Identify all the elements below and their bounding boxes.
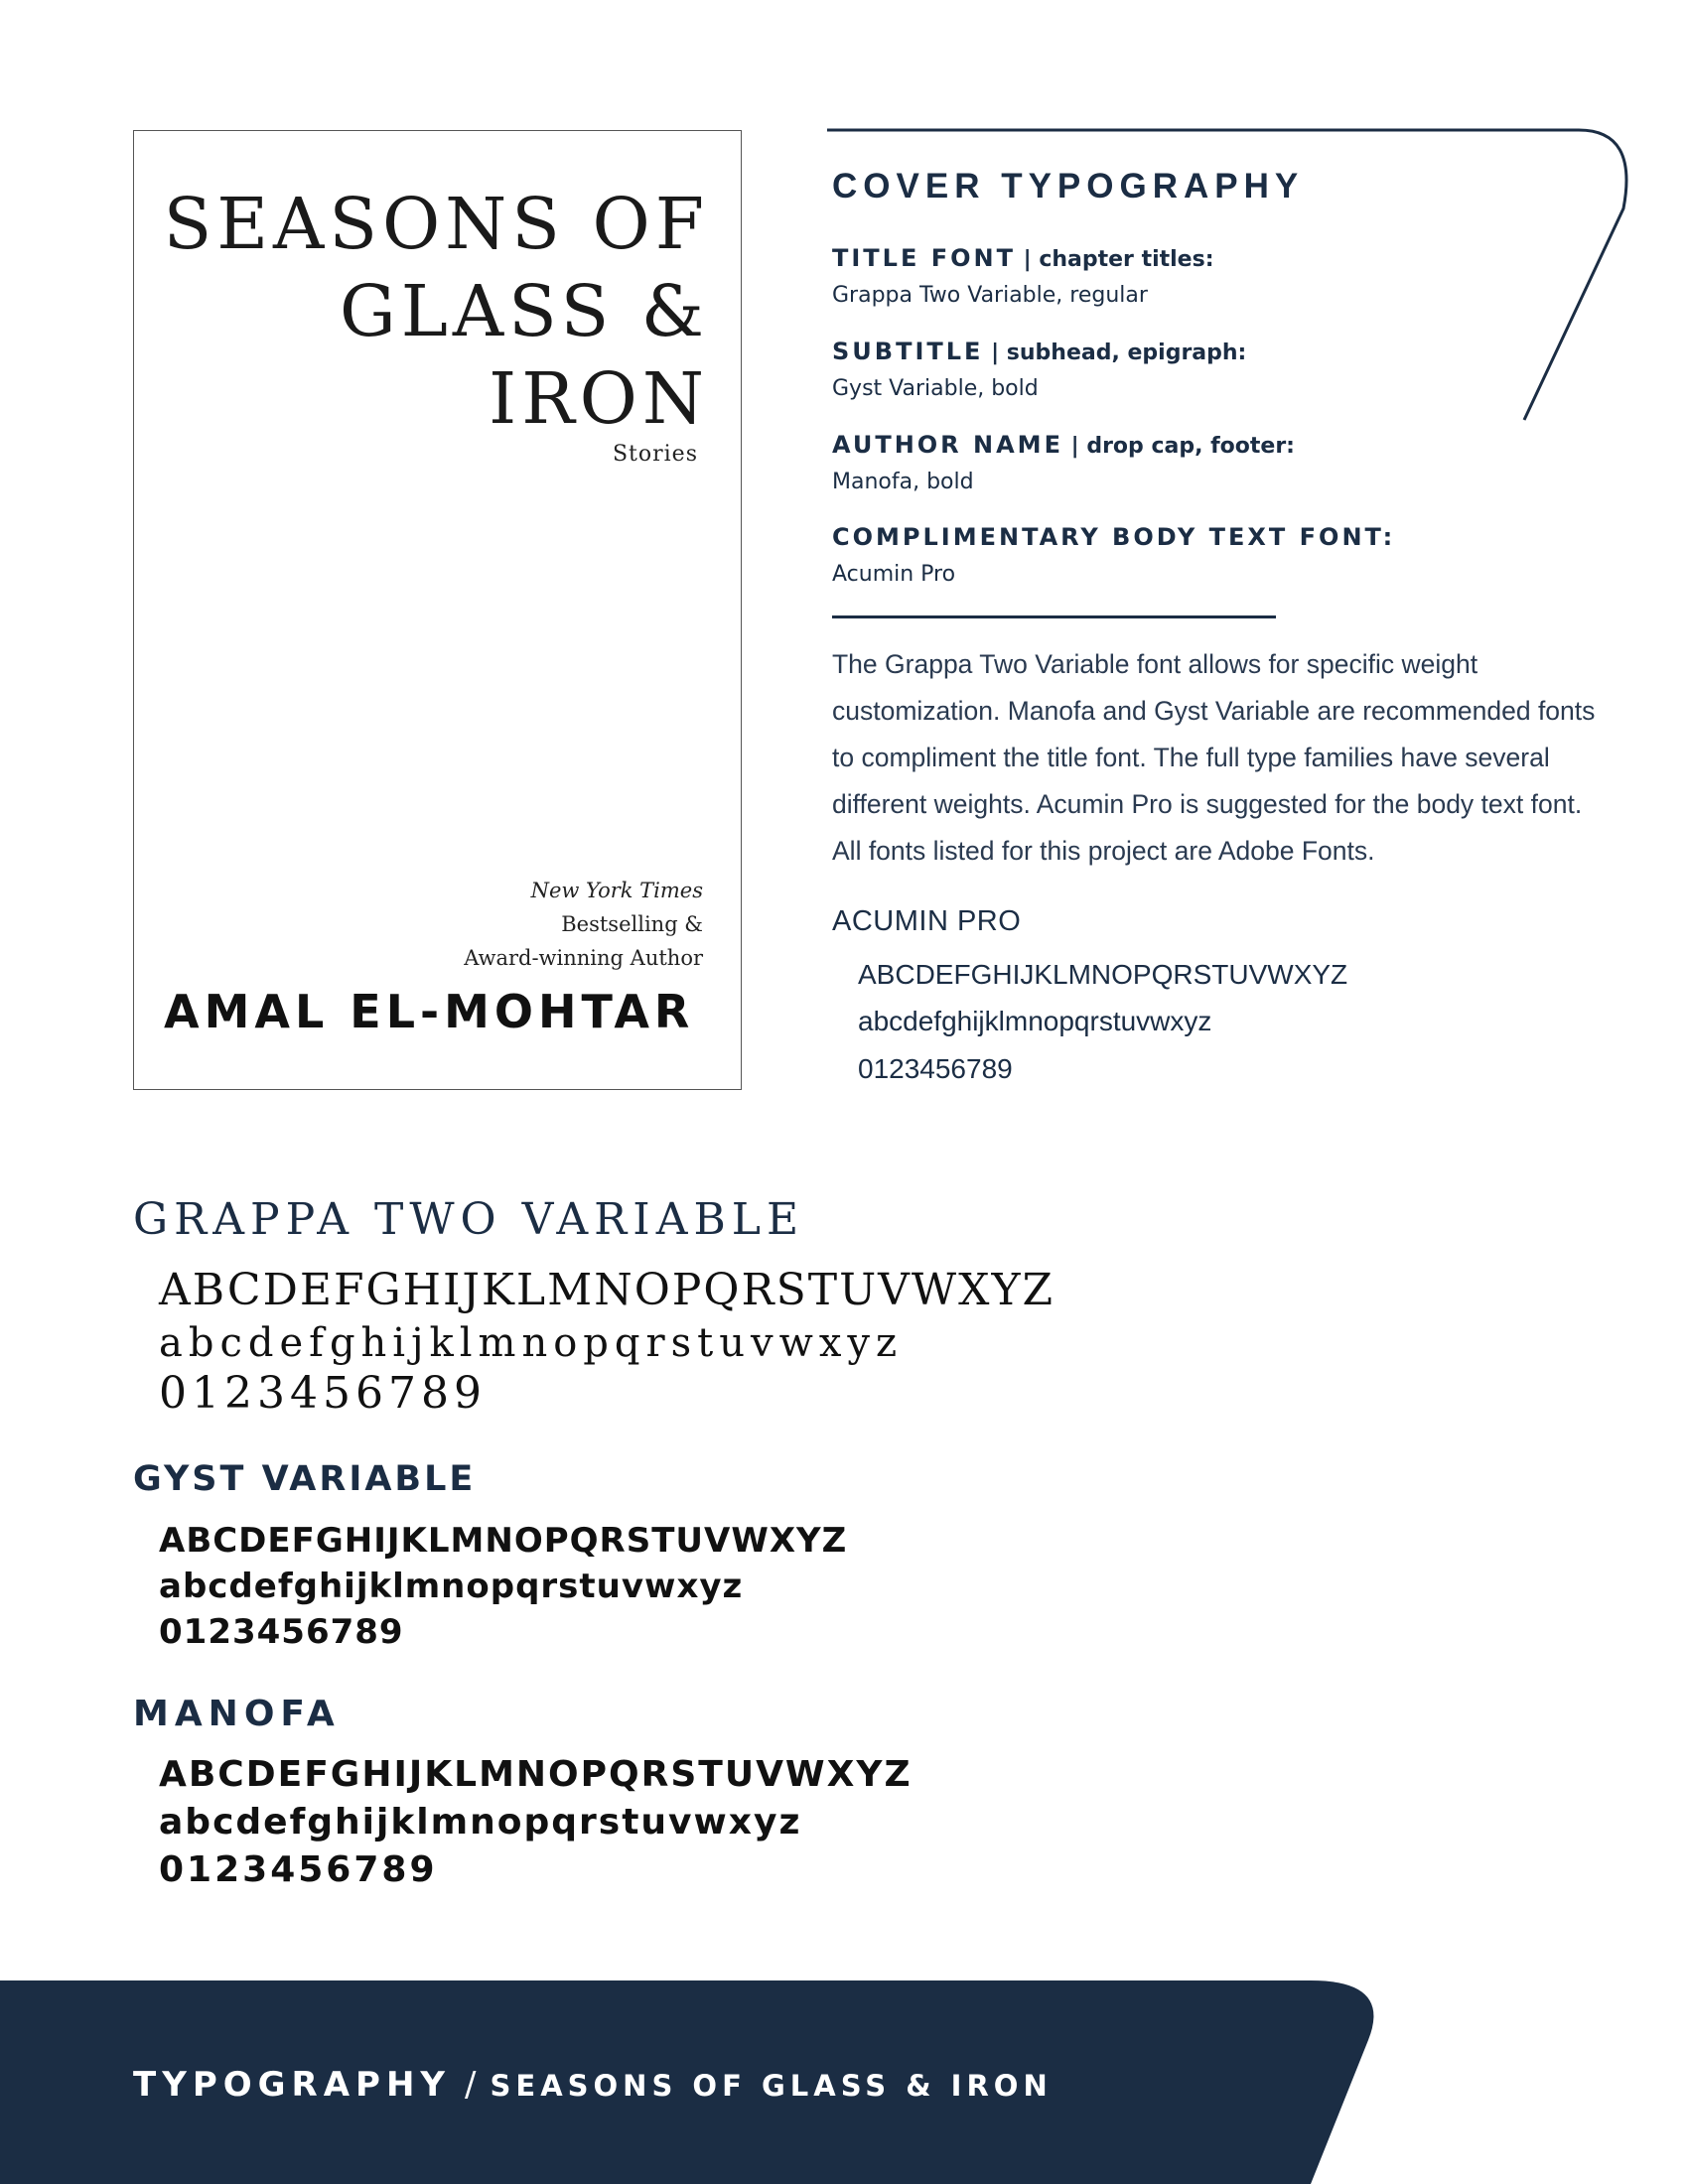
acumin-pro-heading: ACUMIN PRO [832,905,1022,937]
cover-title-line-2: GLASS & [340,270,709,352]
grappa-uppercase: ABCDEFGHIJKLMNOPQRSTUVWXYZ [159,1265,1055,1315]
gyst-digits: 0123456789 [159,1612,404,1652]
body-font-value: Acumin Pro [832,562,956,587]
divider [832,615,1276,618]
grappa-digits: 0123456789 [159,1368,487,1419]
body-font-label [832,523,1395,551]
title-font-label-sub: | chapter titles: [1015,247,1214,272]
manofa-lowercase: abcdefghijklmnopqrstuvwxyz [159,1802,802,1843]
title-font-label [832,244,1214,272]
praise-line-1: New York Times [530,879,703,902]
manofa-heading: MANOFA [133,1694,341,1734]
gyst-heading: GYST VARIABLE [133,1459,477,1499]
gyst-lowercase: abcdefghijklmnopqrstuvwxyz [159,1567,744,1606]
manofa-uppercase: ABCDEFGHIJKLMNOPQRSTUVWXYZ [159,1754,913,1795]
cover-title-line-1: SEASONS OF [163,183,709,265]
acumin-uppercase: ABCDEFGHIJKLMNOPQRSTUVWXYZ [858,959,1348,990]
praise-line-3: Award-winning Author [464,946,703,970]
acumin-digits: 0123456789 [858,1053,1013,1084]
acumin-lowercase: abcdefghijklmnopqrstuvwxyz [858,1006,1212,1036]
title-font-label-main: TITLE FONT [832,244,1016,272]
footer-section: TYPOGRAPHY [133,2065,452,2105]
author-name-label-sub: | drop cap, footer: [1062,434,1295,459]
footer-title: SEASONS OF GLASS & IRON [490,2069,1053,2103]
grappa-heading: GRAPPA TWO VARIABLE [133,1194,805,1245]
subtitle-label-main: SUBTITLE [832,338,984,365]
frame-line [0,0,1688,437]
footer-label [133,2065,1053,2105]
subtitle-label-sub: | subhead, epigraph: [983,341,1247,365]
grappa-lowercase: abcdefghijklmnopqrstuvwxyz [159,1320,904,1366]
cover-author: AMAL EL-MOHTAR [164,985,695,1038]
author-name-label [832,431,1295,459]
body-font-label-main: COMPLIMENTARY BODY TEXT FONT: [832,523,1396,551]
manofa-digits: 0123456789 [159,1849,438,1890]
subtitle-label [832,338,1246,365]
author-name-value: Manofa, bold [832,470,974,494]
cover-praise [464,874,703,975]
praise-line-2: Bestselling & [561,912,703,936]
gyst-uppercase: ABCDEFGHIJKLMNOPQRSTUVWXYZ [159,1521,848,1561]
cover-subtitle: Stories [612,442,698,467]
subtitle-value: Gyst Variable, bold [832,376,1039,401]
title-font-value: Grappa Two Variable, regular [832,283,1148,308]
footer-separator: / [465,2065,477,2105]
description-paragraph: The Grappa Two Variable font allows for specific weight customization. Manofa and Gyst Variable are recommended fonts to compliment the title font. The full type families have several different weights. Acumin Pro is suggested for the body text font. All fonts listed for this project are Adobe Fonts. [832,649,1596,866]
cover-title-line-3: IRON [489,357,709,440]
author-name-label-main: AUTHOR NAME [832,431,1063,459]
cover-typography-heading: COVER TYPOGRAPHY [832,167,1305,205]
